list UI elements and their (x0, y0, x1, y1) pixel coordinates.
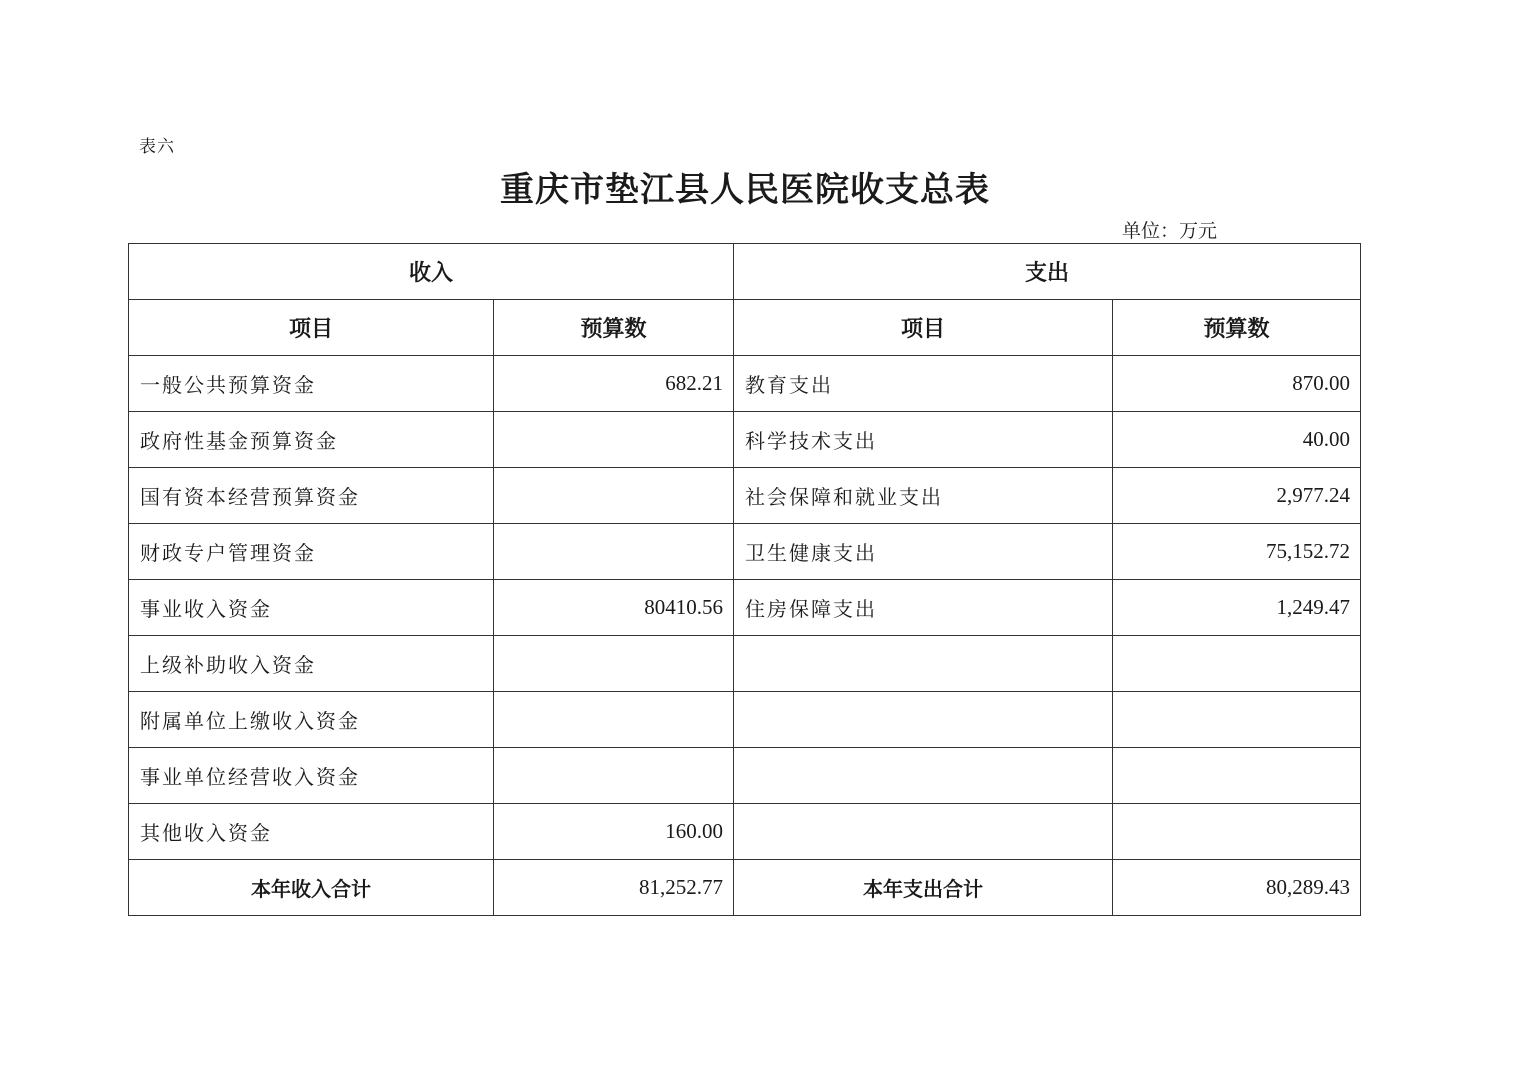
income-item-cell: 附属单位上缴收入资金 (129, 692, 494, 748)
income-total-value: 81,252.77 (494, 860, 734, 916)
expense-value-cell: 75,152.72 (1113, 524, 1361, 580)
table-row (129, 356, 1361, 412)
unit-label: 单位：万元 (1122, 220, 1218, 242)
table-row (129, 748, 1361, 804)
income-item-cell: 其他收入资金 (129, 804, 494, 860)
income-value-cell: 160.00 (494, 804, 734, 860)
expense-section-header: 支出 (734, 244, 1361, 300)
table-row (129, 412, 1361, 468)
expense-total-label: 本年支出合计 (734, 860, 1113, 916)
income-section-header: 收入 (129, 244, 734, 300)
document-title: 重庆市垫江县人民医院收支总表 (500, 170, 990, 210)
column-header-row (129, 300, 1361, 356)
expense-value-cell: 1,249.47 (1113, 580, 1361, 636)
expense-item-cell: 卫生健康支出 (734, 524, 1113, 580)
expense-value-cell (1113, 636, 1361, 692)
income-value-cell (494, 468, 734, 524)
budget-summary-table (128, 243, 1361, 916)
expense-total-value: 80,289.43 (1113, 860, 1361, 916)
expense-value-cell (1113, 748, 1361, 804)
table-row (129, 524, 1361, 580)
income-item-header: 项目 (129, 300, 494, 356)
income-item-cell: 事业收入资金 (129, 580, 494, 636)
income-value-cell: 682.21 (494, 356, 734, 412)
expense-value-cell (1113, 692, 1361, 748)
expense-item-cell (734, 636, 1113, 692)
table-row (129, 636, 1361, 692)
expense-item-cell (734, 804, 1113, 860)
income-item-cell: 上级补助收入资金 (129, 636, 494, 692)
income-item-cell: 国有资本经营预算资金 (129, 468, 494, 524)
expense-item-cell: 住房保障支出 (734, 580, 1113, 636)
expense-item-cell (734, 692, 1113, 748)
table-row (129, 804, 1361, 860)
expense-item-cell (734, 748, 1113, 804)
income-item-cell: 政府性基金预算资金 (129, 412, 494, 468)
expense-value-cell (1113, 804, 1361, 860)
income-total-label: 本年收入合计 (129, 860, 494, 916)
income-budget-header: 预算数 (494, 300, 734, 356)
income-value-cell (494, 748, 734, 804)
income-item-cell: 事业单位经营收入资金 (129, 748, 494, 804)
expense-value-cell: 870.00 (1113, 356, 1361, 412)
expense-budget-header: 预算数 (1113, 300, 1361, 356)
expense-item-cell: 社会保障和就业支出 (734, 468, 1113, 524)
expense-item-cell: 科学技术支出 (734, 412, 1113, 468)
section-header-row (129, 244, 1361, 300)
income-value-cell (494, 524, 734, 580)
expense-item-header: 项目 (734, 300, 1113, 356)
table-row (129, 692, 1361, 748)
expense-value-cell: 40.00 (1113, 412, 1361, 468)
income-value-cell (494, 692, 734, 748)
income-value-cell: 80410.56 (494, 580, 734, 636)
totals-row (129, 860, 1361, 916)
income-value-cell (494, 412, 734, 468)
income-value-cell (494, 636, 734, 692)
table-row (129, 468, 1361, 524)
expense-value-cell: 2,977.24 (1113, 468, 1361, 524)
income-item-cell: 一般公共预算资金 (129, 356, 494, 412)
table-number-label: 表六 (139, 137, 175, 157)
table-row (129, 580, 1361, 636)
income-item-cell: 财政专户管理资金 (129, 524, 494, 580)
expense-item-cell: 教育支出 (734, 356, 1113, 412)
